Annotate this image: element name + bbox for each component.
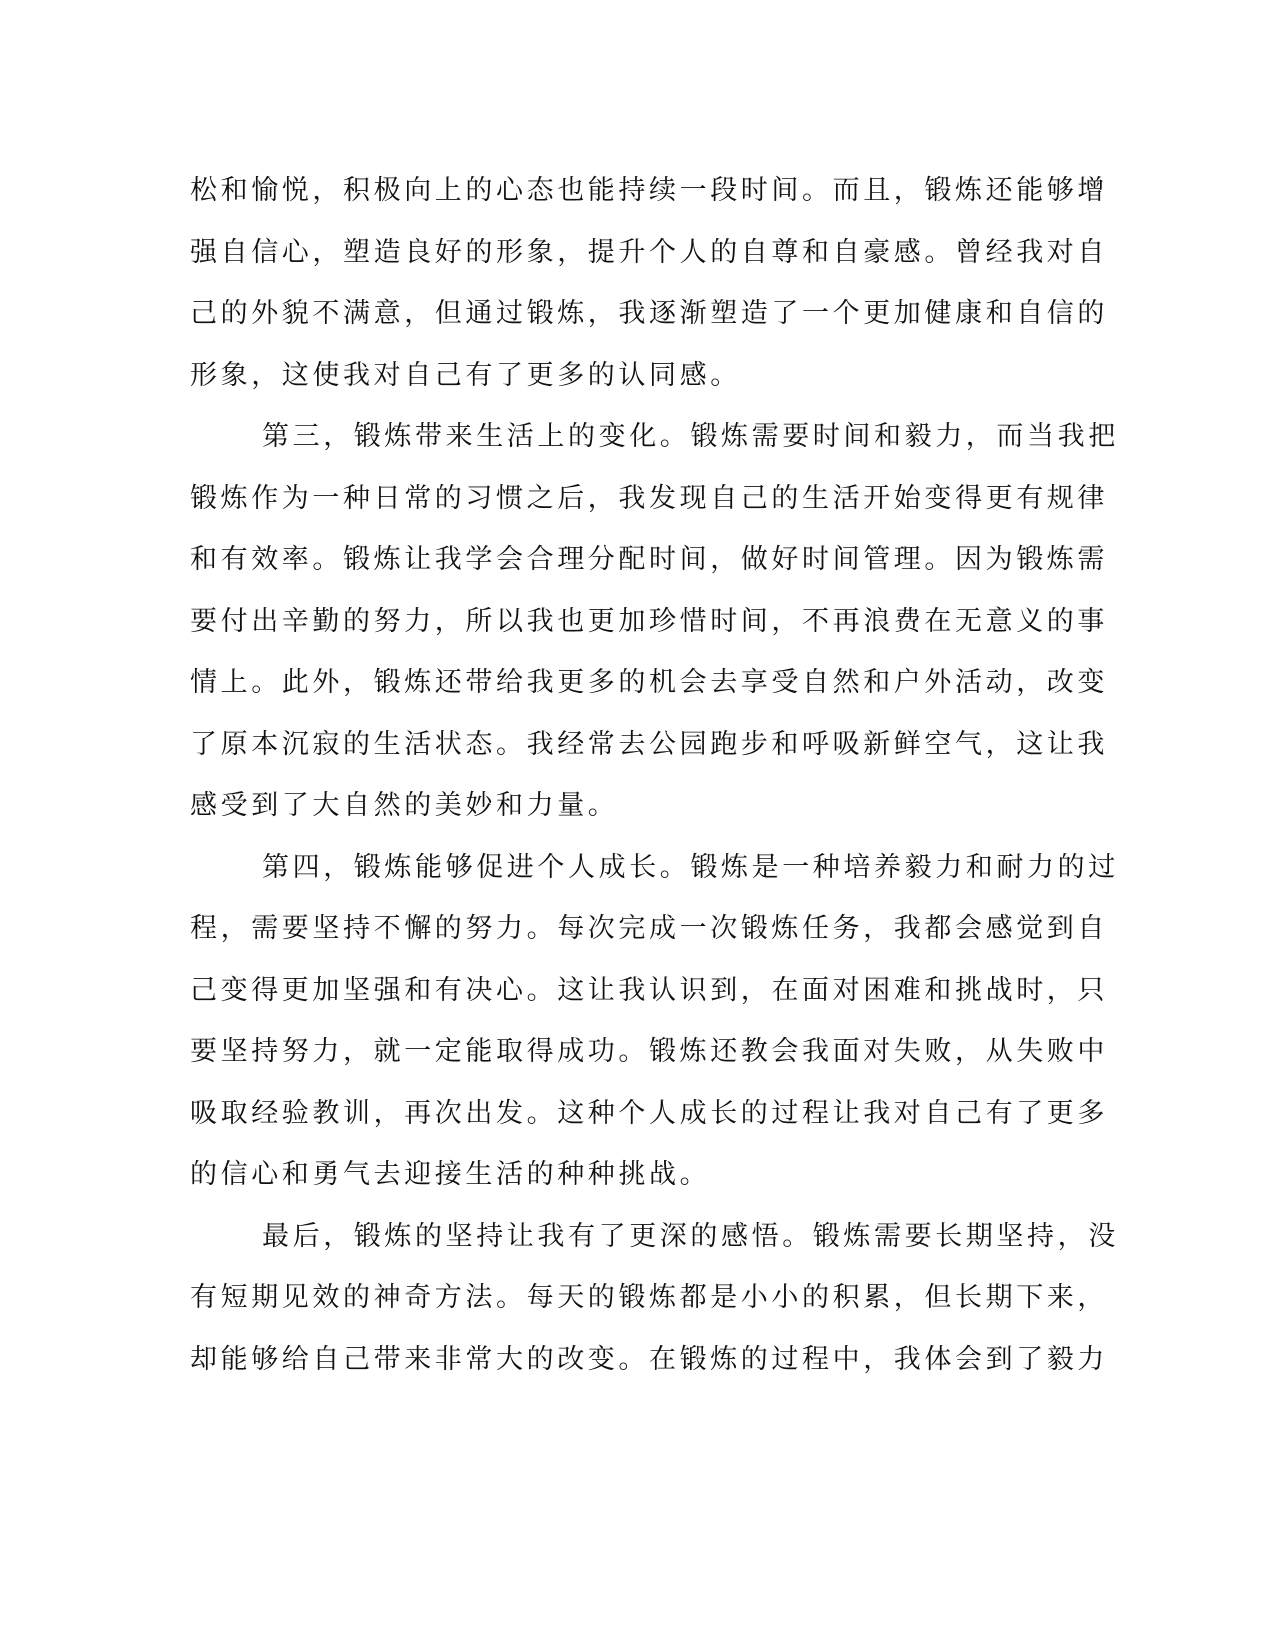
text-line: 了原本沉寂的生活状态。我经常去公园跑步和呼吸新鲜空气，这让我 xyxy=(190,728,1108,760)
text-line: 强自信心，塑造良好的形象，提升个人的自尊和自豪感。曾经我对自 xyxy=(190,236,1108,268)
text-line: 情上。此外，锻炼还带给我更多的机会去享受自然和户外活动，改变 xyxy=(190,667,1108,698)
text-line: 吸取经验教训，再次出发。这种个人成长的过程让我对自己有了更多 xyxy=(190,1097,1108,1129)
text-line: 却能够给自己带来非常大的改变。在锻炼的过程中，我体会到了毅力 xyxy=(190,1343,1108,1375)
text-line: 感受到了大自然的美妙和力量。 xyxy=(190,790,619,821)
paragraph-start-line: 第三，锻炼带来生活上的变化。锻炼需要时间和毅力，而当我把 xyxy=(262,421,1119,452)
text-line: 有短期见效的神奇方法。每天的锻炼都是小小的积累，但长期下来， xyxy=(190,1282,1108,1313)
text-line: 锻炼作为一种日常的习惯之后，我发现自己的生活开始变得更有规律 xyxy=(190,482,1108,514)
body-text xyxy=(190,160,1119,1390)
text-line: 形象，这使我对自己有了更多的认同感。 xyxy=(190,359,741,391)
text-line: 程，需要坚持不懈的努力。每次完成一次锻炼任务，我都会感觉到自 xyxy=(190,913,1108,944)
text-line: 己的外貌不满意，但通过锻炼，我逐渐塑造了一个更加健康和自信的 xyxy=(190,298,1108,329)
text-line: 和有效率。锻炼让我学会合理分配时间，做好时间管理。因为锻炼需 xyxy=(190,544,1108,575)
text-line: 要付出辛勤的努力，所以我也更加珍惜时间，不再浪费在无意义的事 xyxy=(190,605,1108,637)
text-line: 松和愉悦，积极向上的心态也能持续一段时间。而且，锻炼还能够增 xyxy=(190,175,1108,206)
paragraph-start-line: 最后，锻炼的坚持让我有了更深的感悟。锻炼需要长期坚持，没 xyxy=(262,1220,1119,1252)
text-line: 要坚持努力，就一定能取得成功。锻炼还教会我面对失败，从失败中 xyxy=(190,1036,1108,1067)
text-line: 的信心和勇气去迎接生活的种种挑战。 xyxy=(190,1159,711,1190)
text-line: 己变得更加坚强和有决心。这让我认识到，在面对困难和挑战时，只 xyxy=(190,974,1108,1006)
paragraph-start-line: 第四，锻炼能够促进个人成长。锻炼是一种培养毅力和耐力的过 xyxy=(262,851,1119,883)
